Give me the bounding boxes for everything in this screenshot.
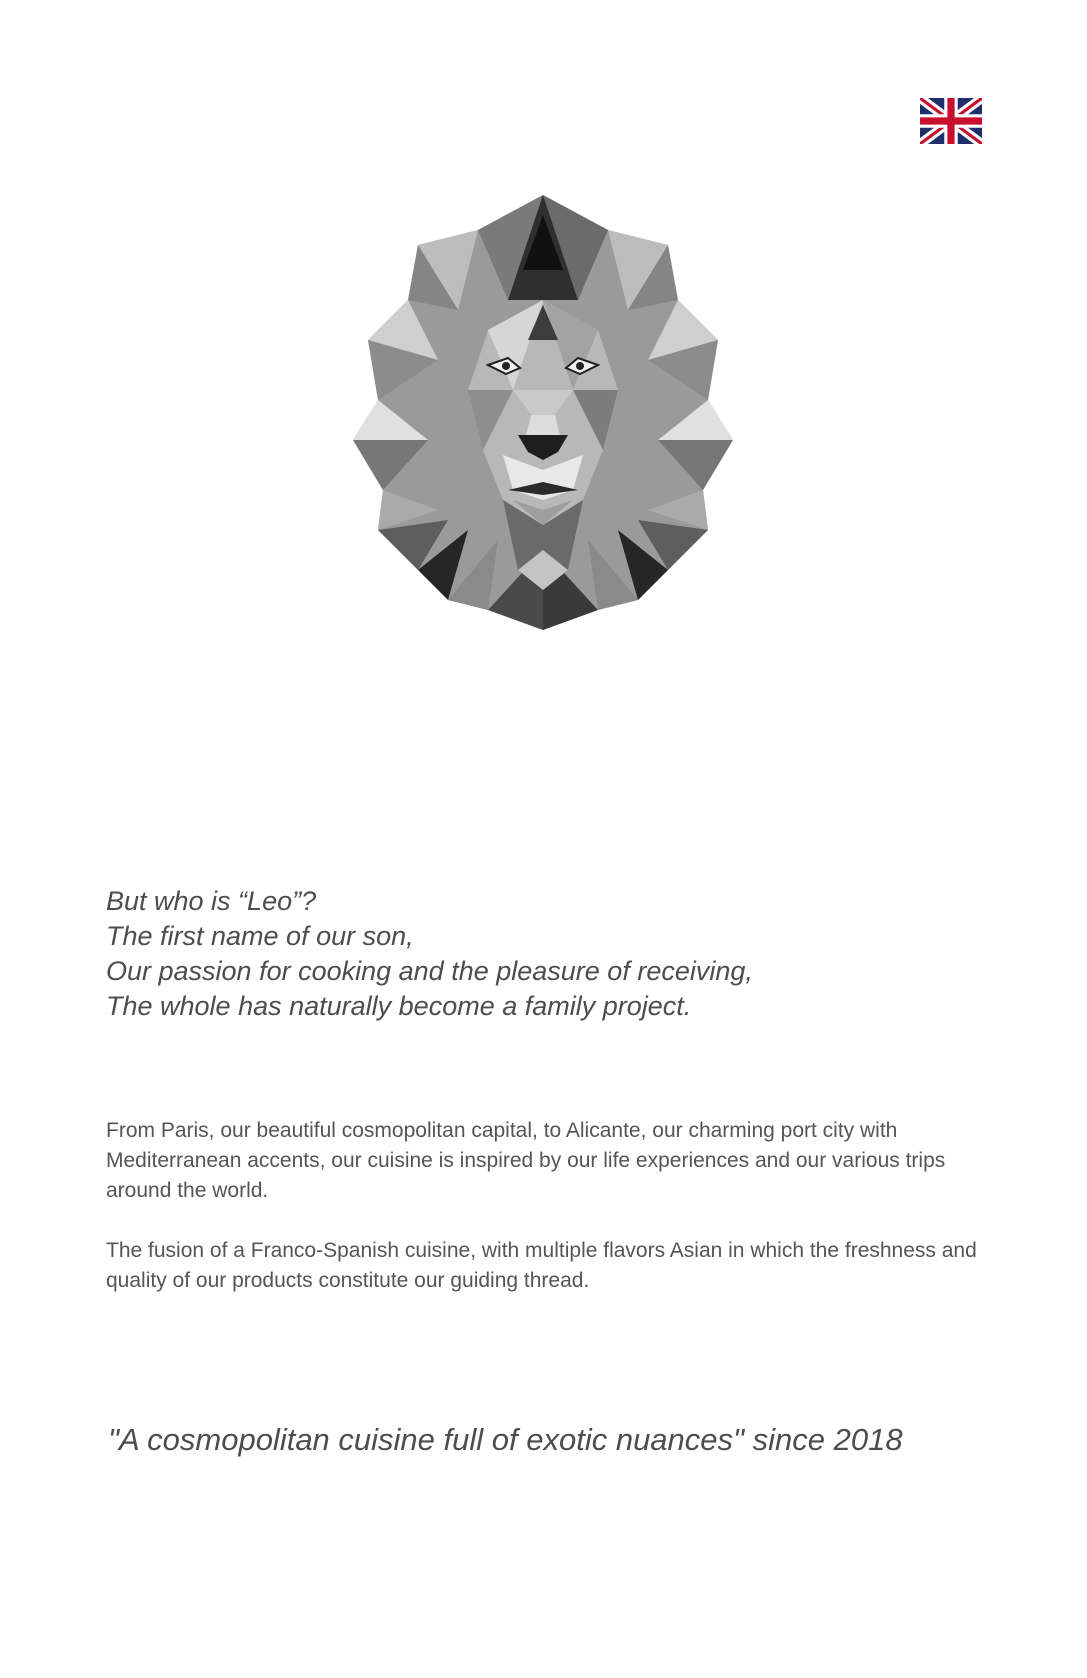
tagline: "A cosmopolitan cuisine full of exotic nuances" since 2018 [108,1422,903,1457]
uk-flag-icon[interactable] [920,98,982,144]
story-text [106,1116,986,1326]
intro-line: Our passion for cooking and the pleasure of receiving, [106,956,753,986]
intro-line: But who is “Leo”? [106,886,317,916]
lion-head-logo [348,190,738,630]
intro-line: The first name of our son, [106,921,414,951]
intro-line: The whole has naturally become a family project. [106,991,692,1021]
geometric-lion-head-icon [348,190,738,630]
paragraph: The fusion of a Franco-Spanish cuisine, with multiple flavors Asian in which the freshness and quality of our products constitute our guiding thread. [106,1239,977,1292]
intro-lines [106,884,986,1024]
paragraph: From Paris, our beautiful cosmopolitan capital, to Alicante, our charming port city with Mediterranean accents, our cuisine is inspired by our life experiences and our various trips around the world. [106,1119,946,1202]
